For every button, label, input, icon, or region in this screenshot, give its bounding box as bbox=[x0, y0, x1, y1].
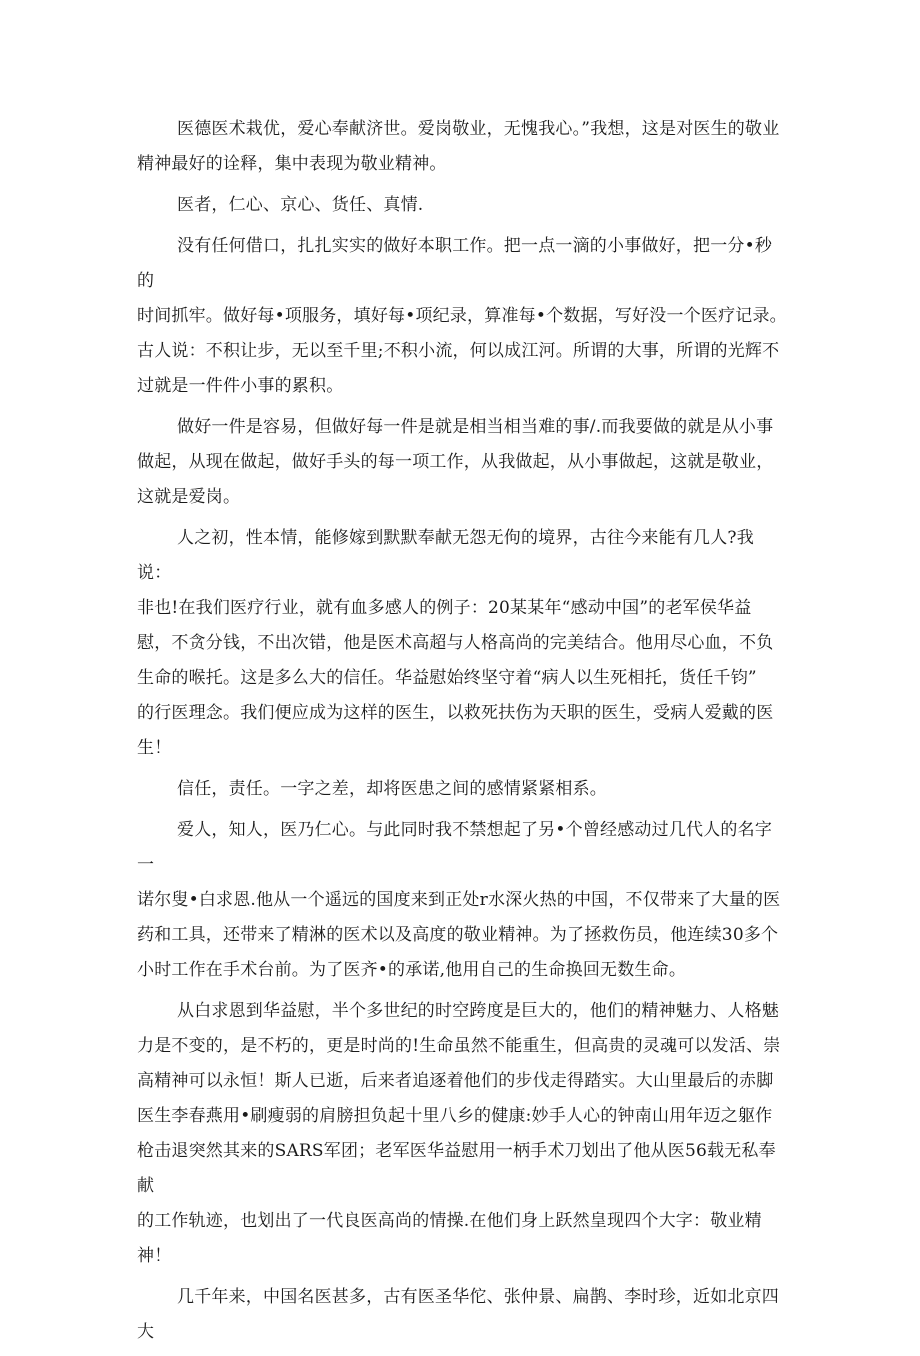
paragraph: 做好一件是容易，但做好每一件是就是相当相当难的事/.而我要做的就是从小事 做起，从现在做起，做好手头的每一项工作，从我做起，从小事做起，这就是敬业， 这就是爱岗。 bbox=[137, 417, 774, 507]
paragraph: 从白求恩到华益慰，半个多世纪的时空跨度是巨大的，他们的精神魅力、人格魅 力是不变的，是不朽的，更是时尚的!生命虽然不能重生，但高贵的灵魂可以发活、崇 高精神可以永恒！斯人已逝，后来者追逐着他们的步伐走得踏实。大山里最后的赤脚 医生李春燕用•刷瘦弱的肩膀担负起十里八乡的健康:妙手人心的钟南山用年迈之躯作 枪击退突然其来的SARS军团；老军医华益慰用一柄手术刀划出了他从医56载无私奉献 的工作轨迹，也划出了一代良医高尚的情操.在他们身上跃然皇现四个大字：敬业精 神！ bbox=[137, 1001, 781, 1266]
paragraph: 没有任何借口，扎扎实实的做好本职工作。把一点一滴的小事做好，把一分•秒的 时间抓牢。做好每•项服务，填好每•项纪录，算准每•个数据，写好没一个医疗记录。 古人说：不积让步，无以至千里;不积小流，何以成江河。所谓的大事，所谓的光辉不 过就是一件件小事的累积。 bbox=[137, 236, 787, 396]
paragraph: 医德医术栽优，爱心奉献济世。爱岗敬业，无愧我心。”我想，这是对医生的敬业 精神最好的诠释，集中表现为敬业精神。 bbox=[137, 119, 780, 174]
document-body bbox=[137, 112, 787, 1356]
paragraph: 人之初，性本情，能修嫁到默默奉献无怨无佝的境界，古往今来能有几人?我说： 非也!在我们医疗行业，就有血多感人的例子：20某某年“感动中国”的老军侯华益 慰，不贪分钱，不出次错，他是医术高超与人格高尚的完美结合。他用尽心血，不负 生命的喉托。这是多么大的信任。华益慰始终坚守着“病人以生死相托，货任千钧” 的行医理念。我们便应成为这样的医生，以救死扶伤为天职的医生，受病人爱戴的医 生！ bbox=[137, 528, 774, 758]
paragraph: 爱人，知人，医乃仁心。与此同时我不禁想起了另•个曾经感动过几代人的名字一 诺尔叟•白求恩.他从一个遥远的国度来到正处r水深火热的中国，不仅带来了大量的医 药和工具，还带来了精淋的医术以及高度的敬业精神。为了拯救伤员，他连续30多个 小时工作在手术台前。为了医齐•的承诺,他用自己的生命换回无数生命。 bbox=[137, 820, 781, 980]
paragraph: 几千年来，中国名医甚多，古有医圣华佗、张仲景、扁鹊、李时珍，近如北京四大 bbox=[137, 1287, 779, 1342]
paragraph: 医者，仁心、京心、货任、真情. bbox=[177, 195, 424, 215]
paragraph: 信任，责任。一字之差，却将医患之间的感情紧紧相系。 bbox=[177, 779, 607, 799]
